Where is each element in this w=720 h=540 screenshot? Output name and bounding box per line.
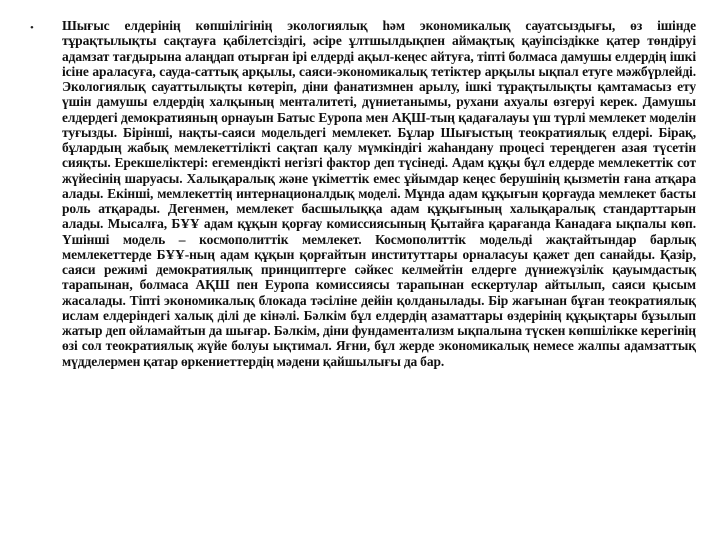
- body-paragraph: Шығыс елдерінің көпшілігінің экологиялық һәм экономикалық сауатсыздығы, өз ішінде тұрақтылықты сақтауға қабілетсіздігі, әсіре ұлтшылдықпен аймақтық қауіпсіздікке қатер төндіруі адамзат тағдырына алаңдап отырған ірі елдерді ақыл-кеңес айтуға, тіпті болмаса дамушы елдердің ішкі ісіне араласуға, сауда-саттық арқылы, саяси-экономикалық тетіктер арқылы ықпал етуге мәжбүрлейді. Экологиялық сауаттылықты көтеріп, діни фанатизмнен арылу, ішкі тұрақтылықты қамтамасыз ету үшін дамушы елдердің халқының менталитеті, дүниетанымы, рухани ахуалы өзгеруі керек. Дамушы елдердегі демократияның орнауын Батыс Еуропа мен АҚШ-тың қадағалауы үш түрлі мемлекет моделін туғызды. Біріншi, нақты-саяси модельдегі мемлекет. Бұлар Шығыстың теократиялық елдері. Бірақ, бұлардың жабық мемлекеттілікті сақтап қалу мүмкіндігі жаһандану процесі тереңдеген азая түсетін сияқты. Ерекшеліктері: егемендікті негізгі фактор деп түсінеді. Адам құқы бұл елдерде мемлекеттік сот жүйесінің шаруасы. Халықаралық және үкіметтік емес ұйымдар кеңес берушінің қызметін ғана атқара алады. Екінші, мемлекеттің интернационалдық моделі. Мұнда адам құқығын қорғауда мемлекет басты роль атқарады. Дегенмен, мемлекет басшылыққа адам құқығының халықаралық стандарттарын алады. Мысалға, БҰҰ адам құқын қорғау комиссиясының Қытайға қарағанда Канадаға ықпалы көп. Үшінші модель – космополиттік мемлекет. Космополиттік модельді жақтайтындар барлық мемлекеттерде БҰҰ-ның адам құқын қорғайтын институттары орналасуы қажет деп санайды. Қазір, саяси режимі демократиялық принциптерге сәйкес келмейтін елдерге дүниежүзілік қауымдастық тарапынан, болмаса АҚШ пен Еуропа комиссиясы тарапынан ескертулар айтылып, саяси қысым жасалады. Тіпті экономикалық блокада тәсіліне дейін қолданылады. Бір жағынан бұған теократиялық ислам елдеріндегі халық ділі де кінәлі. Бәлкім бұл елдердің азаматтары өздерінің құқықтары бұзылып жатыр деп ойламайтын да шығар. Бәлкім, діни фундаментализм ықпалына түскен көпшілікке керегінің өзі сол теократиялық жүйе болуы ықтимал. Яғни, бұл жерде экономикалық немесе жалпы адамзаттық мүдделермен қатар өркениеттердің мәдени қайшылығы да бар.: [62, 18, 696, 369]
- bullet-icon: •: [30, 22, 34, 34]
